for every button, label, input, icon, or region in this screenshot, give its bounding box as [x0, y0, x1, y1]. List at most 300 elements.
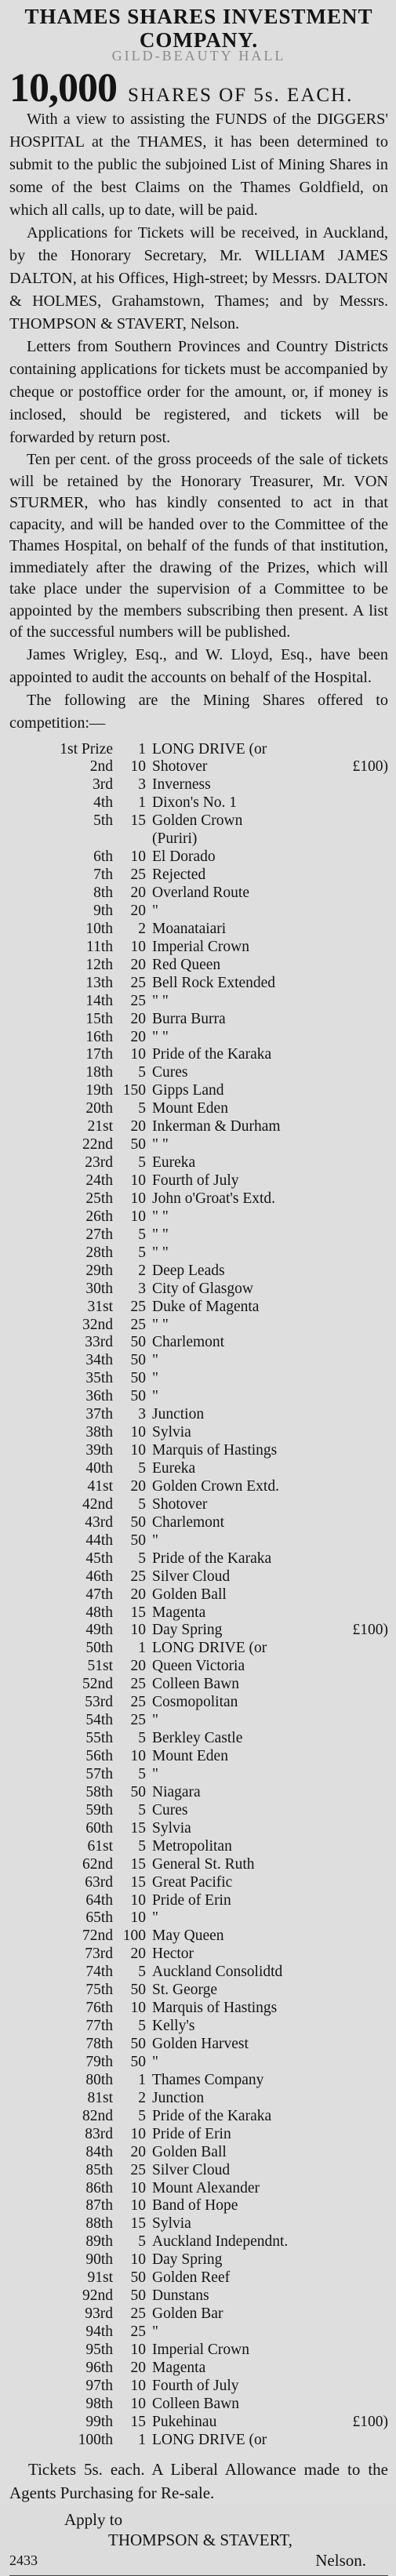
prize-quantity: 10 [130, 1046, 146, 1063]
prize-rank: 38th [85, 1424, 113, 1441]
prize-rank: 73rd [85, 1946, 113, 1963]
prize-row [9, 2144, 388, 2162]
prize-quantity: 5 [138, 1154, 146, 1172]
prize-rank: 82nd [82, 2107, 113, 2124]
prize-rank: 88th [85, 2215, 113, 2233]
prize-quantity: 15 [130, 1819, 146, 1837]
prize-rank: 40th [85, 1460, 113, 1477]
prize-quantity: 10 [130, 1909, 146, 1927]
shares-description: SHARES OF 5s. EACH. [128, 85, 354, 106]
prize-claim: LONG DRIVE (or [152, 1640, 267, 1657]
prize-rank: 35th [85, 1370, 113, 1387]
prize-rank: 4th [93, 794, 113, 812]
prize-quantity: 2 [138, 920, 146, 937]
prize-row [9, 1317, 388, 1335]
prize-quantity: 20 [130, 1118, 146, 1135]
prize-rank: 1st Prize [60, 740, 113, 758]
prize-claim: City of Glasgow [152, 1280, 253, 1297]
prize-quantity: 10 [130, 2125, 146, 2142]
prize-quantity: 50 [130, 1136, 146, 1154]
prize-claim: Sylvia [152, 1424, 191, 1441]
prize-rank: 13th [85, 974, 113, 991]
prize-rank: 43rd [85, 1513, 113, 1531]
prize-quantity: 50 [130, 1370, 146, 1387]
prize-claim: " [152, 1352, 158, 1369]
prize-quantity: 5 [138, 1226, 146, 1243]
prize-rank: 55th [85, 1730, 113, 1747]
prize-claim: Fourth of July [152, 1172, 239, 1189]
prize-rank: 11th [86, 938, 113, 955]
prize-row [9, 1964, 388, 1982]
letters-paragraph: Letters from Southern Provinces and Country Districts containing applications for tickets must be accompanied by cheque or postoffice order for the amount, or, if money is inclosed, should be registered, and tickets will be forwarded by return post. [9, 338, 388, 446]
prize-rank: 63rd [85, 1873, 113, 1891]
prize-claim: Pride of the Karaka [152, 1046, 272, 1063]
prize-quantity: 50 [130, 2269, 146, 2287]
applications-paragraph: Applications for Tickets will be received, in Auckland, by the Honorary Secretary, Mr. WILLIAM JAMES DALTON, at his Offices, High-street; by Messrs. DALTON & HOLMES, Grahamstown, Thames; and by Messrs. THOMPSON & STAVERT, Nelson. [9, 224, 388, 332]
prize-quantity: 3 [138, 776, 146, 794]
prize-rank: 10th [85, 920, 113, 937]
prize-claim: Metropolitan [152, 1837, 232, 1855]
prize-quantity: 10 [130, 1442, 146, 1459]
prize-rank: 20th [85, 1100, 113, 1117]
prize-row [9, 758, 388, 776]
prize-quantity: 20 [130, 956, 146, 973]
prize-rank: 15th [85, 1010, 113, 1027]
prize-quantity: 100 [122, 1927, 146, 1945]
prize-quantity: 10 [130, 1208, 146, 1225]
prize-rank: 62nd [82, 1855, 113, 1873]
prize-quantity: 20 [130, 1477, 146, 1495]
prize-claim: Auckland Consolidtd [152, 1964, 283, 1981]
prize-claim: " " [152, 1316, 169, 1333]
prize-row [9, 1766, 388, 1784]
prize-claim: Colleen Bawn [152, 2395, 240, 2412]
prize-quantity: 20 [130, 1586, 146, 1603]
prize-quantity: 25 [130, 2161, 146, 2178]
prize-row [9, 1676, 388, 1694]
prize-quantity: 10 [130, 2341, 146, 2358]
prize-row [9, 2233, 388, 2251]
prize-row [9, 2414, 388, 2432]
prize-row [9, 1622, 388, 1640]
prize-quantity: 25 [130, 1316, 146, 1333]
prize-claim: " " [152, 1028, 169, 1045]
auditors-paragraph: James Wrigley, Esq., and W. Lloyd, Esq., have been appointed to audit the accounts on behalf of the Hospital. [9, 645, 388, 686]
prize-row [9, 812, 388, 830]
prize-row [9, 921, 388, 939]
prize-row [9, 1226, 388, 1244]
prize-rank: 74th [85, 1964, 113, 1981]
prize-quantity: 10 [130, 938, 146, 955]
prize-row [9, 776, 388, 794]
prize-row [9, 1011, 388, 1029]
prize-claim: Marquis of Hastings [152, 1442, 278, 1459]
prize-row [9, 1190, 388, 1208]
prize-claim: Marquis of Hastings [152, 2000, 278, 2017]
prize-quantity: 50 [130, 1352, 146, 1369]
prize-claim: Junction [152, 2089, 205, 2106]
prize-rank: 50th [85, 1640, 113, 1657]
prize-rank: 25th [85, 1190, 113, 1207]
prize-row [9, 1514, 388, 1532]
prize-rank: 32nd [82, 1316, 113, 1333]
prize-rank: 12th [85, 956, 113, 973]
prize-quantity: 25 [130, 2305, 146, 2323]
prize-claim: " [152, 1765, 158, 1782]
prize-rank: 100th [78, 2431, 113, 2448]
prize-quantity: 1 [138, 740, 146, 758]
prize-claim: Fourth of July [152, 2377, 239, 2394]
prize-rank: 72nd [82, 1927, 113, 1945]
prize-claim: Cures [152, 1064, 188, 1081]
prize-quantity: 5 [138, 1244, 146, 1261]
prize-row [9, 1370, 388, 1388]
prize-row [9, 2036, 388, 2054]
prize-rank: 76th [85, 2000, 113, 2017]
prize-claim: (Puriri) [152, 830, 198, 848]
agent-place: Nelson. [315, 2550, 366, 2570]
prize-claim: " [152, 1712, 158, 1729]
prize-rank: 53rd [85, 1694, 113, 1711]
prize-quantity: 5 [138, 1064, 146, 1081]
prize-claim: John o'Groat's Extd. [152, 1190, 276, 1207]
prize-claim: Shotover [152, 1495, 208, 1513]
prize-quantity: 5 [138, 1460, 146, 1477]
prize-claim: Sylvia [152, 2215, 191, 2233]
prize-rank: 98th [85, 2395, 113, 2412]
prize-rank: 42nd [82, 1495, 113, 1513]
prize-rank: 89th [85, 2233, 113, 2251]
prize-claim: " " [152, 1226, 169, 1243]
prize-row [9, 848, 388, 867]
prize-quantity: 25 [130, 1712, 146, 1729]
prize-row [9, 1604, 388, 1622]
prize-claim: Pride of Erin [152, 2125, 231, 2142]
prize-rank: 37th [85, 1406, 113, 1423]
prize-row [9, 1820, 388, 1838]
prize-quantity: 5 [138, 1495, 146, 1513]
prize-rank: 6th [93, 848, 113, 866]
prize-claim: Golden Crown [152, 812, 243, 830]
prize-claim: General St. Ruth [152, 1855, 255, 1873]
prize-quantity: 10 [130, 1190, 146, 1207]
prize-claim: Pride of Erin [152, 1891, 231, 1909]
prize-quantity: 3 [138, 1280, 146, 1297]
prize-quantity: 15 [130, 1855, 146, 1873]
prize-row [9, 2018, 388, 2036]
prize-claim: Dixon's No. 1 [152, 794, 238, 812]
prize-row [9, 1586, 388, 1604]
prize-claim: Overland Route [152, 885, 250, 901]
prize-quantity: 1 [138, 2431, 146, 2448]
prize-quantity: 2 [138, 1262, 146, 1279]
prize-quantity: 10 [130, 1424, 146, 1441]
prize-claim: " [152, 1531, 158, 1549]
prize-claim: Hector [152, 1946, 194, 1963]
proceeds-paragraph: Ten per cent. of the gross proceeds of the sale of tickets will be retained by the Honorary Treasurer, Mr. VON STURMER, who has kindly consented to act in that capacity, and will be handed over to the Committee of the Thames Hospital, on behalf of the funds of that institution, immediately after the drawing of the Prizes, which will take place under the supervision of a Committee to be appointed by the members subscribing then present. A list of the successful numbers will be published. [9, 451, 388, 641]
prize-claim: Rejected [152, 867, 206, 884]
prize-rank: 92nd [82, 2287, 113, 2305]
prize-claim: Imperial Crown [152, 938, 250, 955]
prize-quantity: 10 [130, 2000, 146, 2017]
prize-row [9, 2432, 388, 2450]
prize-rank: 22nd [82, 1136, 113, 1154]
prize-quantity: 50 [130, 1388, 146, 1405]
prize-rank: 16th [85, 1028, 113, 1045]
prize-row [9, 993, 388, 1011]
prize-quantity: 25 [130, 1298, 146, 1315]
prize-list [9, 741, 388, 2450]
prize-row [9, 1136, 388, 1154]
prize-rank: 41st [87, 1477, 113, 1495]
prize-claim: May Queen [152, 1927, 224, 1945]
prize-quantity: 10 [130, 2197, 146, 2214]
prize-claim: " " [152, 1244, 169, 1261]
prize-claim: Silver Cloud [152, 1568, 231, 1585]
prize-note: £100) [352, 2413, 388, 2430]
prize-rank: 77th [85, 2018, 113, 2035]
prize-rank: 54th [85, 1712, 113, 1729]
prize-row [9, 1263, 388, 1281]
prize-row [9, 1442, 388, 1460]
prize-rank: 60th [85, 1819, 113, 1837]
prize-claim: Red Queen [152, 956, 221, 973]
prize-rank: 48th [85, 1604, 113, 1621]
prize-row [9, 2108, 388, 2126]
prize-claim: Bell Rock Extended [152, 974, 276, 991]
prize-rank: 90th [85, 2251, 113, 2269]
prize-rank: 14th [85, 992, 113, 1009]
prize-row [9, 1029, 388, 1047]
prize-rank: 19th [85, 1082, 113, 1099]
prize-claim: Great Pacific [152, 1873, 233, 1891]
prize-quantity: 5 [138, 1100, 146, 1117]
prize-row [9, 2180, 388, 2198]
prize-quantity: 15 [130, 1873, 146, 1891]
prize-rank: 33rd [85, 1334, 113, 1351]
prize-quantity: 15 [130, 1604, 146, 1621]
prize-claim: St. George [152, 1982, 218, 1999]
prize-row [9, 2215, 388, 2233]
prize-rank: 3rd [93, 776, 113, 794]
prize-rank: 65th [85, 1909, 113, 1927]
prize-claim: " " [152, 1208, 169, 1225]
prize-quantity: 25 [130, 992, 146, 1009]
prize-row [9, 1532, 388, 1550]
prize-claim: Day Spring [152, 1622, 223, 1639]
prize-quantity: 15 [130, 2413, 146, 2430]
prize-quantity: 1 [138, 794, 146, 812]
prize-row [9, 2126, 388, 2144]
prize-row [9, 1299, 388, 1317]
prize-row [9, 1550, 388, 1568]
prize-row [9, 1856, 388, 1874]
prize-row [9, 2000, 388, 2018]
prize-rank: 29th [85, 1262, 113, 1279]
prize-quantity: 50 [130, 1513, 146, 1531]
prize-claim: " [152, 2053, 158, 2070]
prize-rank: 91st [87, 2269, 113, 2287]
prize-rank: 99th [85, 2413, 113, 2430]
intro-paragraph: With a view to assisting the FUNDS of the DIGGERS' HOSPITAL at the THAMES, it has been determined to submit to the public the subjoined List of Mining Shares in some of the best Claims on the Thames Goldfield, on which all calls, up to date, will be paid. [9, 111, 388, 219]
prize-row [9, 2287, 388, 2305]
prize-quantity: 50 [130, 1783, 146, 1800]
prize-claim: Eureka [152, 1154, 196, 1172]
prize-row [9, 2396, 388, 2414]
prize-rank: 78th [85, 2036, 113, 2052]
prize-rank: 83rd [85, 2125, 113, 2142]
prize-quantity: 3 [138, 1406, 146, 1423]
prize-row [9, 1927, 388, 1946]
prize-claim: El Dorado [152, 848, 216, 866]
prize-claim: Berkley Castle [152, 1730, 243, 1747]
prize-quantity: 5 [138, 2018, 146, 2035]
prize-quantity: 10 [130, 2395, 146, 2412]
prize-quantity: 20 [130, 1028, 146, 1045]
prize-rank: 97th [85, 2377, 113, 2394]
prize-rank: 79th [85, 2053, 113, 2070]
prize-quantity: 5 [138, 1964, 146, 1981]
prize-row [9, 1460, 388, 1478]
prize-quantity: 10 [130, 2377, 146, 2394]
prize-rank [9, 830, 121, 848]
prize-rank: 59th [85, 1801, 113, 1818]
prize-claim: Kelly's [152, 2018, 195, 2035]
prize-claim: Junction [152, 1406, 205, 1423]
prize-claim: Cures [152, 1801, 188, 1818]
prize-row [9, 903, 388, 921]
notice-title-line1: THAMES SHARES INVESTMENT [24, 5, 373, 28]
prize-claim: Eureka [152, 1460, 196, 1477]
prize-rank: 39th [85, 1442, 113, 1459]
prize-rank: 49th [85, 1622, 113, 1639]
prize-rank: 96th [85, 2359, 113, 2376]
prize-quantity: 5 [138, 2233, 146, 2251]
prize-rank: 61st [87, 1837, 113, 1855]
prize-rank: 24th [85, 1172, 113, 1189]
prize-rank: 52nd [82, 1676, 113, 1693]
prize-row [9, 1244, 388, 1263]
prize-claim: Charlemont [152, 1334, 225, 1351]
prize-claim: Burra Burra [152, 1010, 226, 1027]
prize-quantity: 25 [130, 1694, 146, 1711]
prize-row [9, 2269, 388, 2287]
prize-rank: 8th [93, 885, 113, 901]
prize-claim: LONG DRIVE (or [152, 2431, 267, 2448]
prize-rank: 57th [85, 1765, 113, 1782]
prize-claim: Charlemont [152, 1513, 225, 1531]
prize-quantity: 5 [138, 1550, 146, 1567]
prize-quantity: 20 [130, 2359, 146, 2376]
prize-claim: Thames Company [152, 2071, 264, 2088]
prize-rank: 9th [93, 902, 113, 919]
prize-claim: " [152, 1370, 158, 1387]
prize-quantity: 25 [130, 974, 146, 991]
prize-row [9, 2360, 388, 2378]
prize-claim: " [152, 1388, 158, 1405]
prize-row [9, 741, 388, 759]
prize-row [9, 1874, 388, 1892]
prize-row [9, 1100, 388, 1118]
prize-rank: 85th [85, 2161, 113, 2178]
notice-title-line2: COMPANY. [139, 28, 259, 52]
prize-quantity: 20 [130, 1658, 146, 1675]
prize-quantity: 10 [130, 758, 146, 776]
prize-claim: Mount Eden [152, 1748, 228, 1764]
prize-quantity: 50 [130, 2053, 146, 2070]
prize-rank: 80th [85, 2071, 113, 2088]
prize-rank: 23rd [85, 1154, 113, 1172]
prize-quantity: 20 [130, 902, 146, 919]
prize-row [9, 1208, 388, 1226]
prize-rank: 51st [87, 1658, 113, 1675]
prize-row [9, 2378, 388, 2396]
prize-quantity: 15 [130, 2215, 146, 2233]
prize-row [9, 885, 388, 903]
prize-quantity: 15 [130, 812, 146, 830]
prize-quantity: 20 [130, 885, 146, 901]
prize-row [9, 1892, 388, 1910]
prize-row [9, 939, 388, 957]
prize-claim: Golden Crown Extd. [152, 1477, 279, 1495]
prize-row [9, 1946, 388, 1964]
prize-quantity: 50 [130, 2287, 146, 2305]
prize-claim: Golden Ball [152, 2143, 227, 2160]
prize-row [9, 1118, 388, 1136]
prize-row [9, 830, 388, 848]
prize-quantity: 5 [138, 1730, 146, 1747]
prize-quantity: 25 [130, 1676, 146, 1693]
prize-rank: 17th [85, 1046, 113, 1063]
prize-row [9, 2072, 388, 2090]
prize-quantity: 5 [138, 1801, 146, 1818]
prize-rank: 94th [85, 2323, 113, 2340]
prize-row [9, 1352, 388, 1370]
prize-claim: " " [152, 1136, 169, 1154]
shares-heading [9, 66, 388, 111]
prize-row [9, 2162, 388, 2180]
prize-row [9, 2305, 388, 2323]
prize-claim: Dunstans [152, 2287, 209, 2305]
prize-rank: 64th [85, 1891, 113, 1909]
prize-quantity: 10 [130, 2251, 146, 2269]
prize-claim: Duke of Magenta [152, 1298, 260, 1315]
prize-quantity: 5 [138, 2107, 146, 2124]
prize-rank: 28th [85, 1244, 113, 1261]
prize-claim: Shotover [152, 758, 208, 776]
prize-quantity: 1 [138, 2071, 146, 2088]
prize-rank: 46th [85, 1568, 113, 1585]
prize-quantity: 50 [130, 1982, 146, 1999]
prize-claim: Gipps Land [152, 1082, 224, 1099]
prize-row [9, 1748, 388, 1766]
prize-quantity: 2 [138, 2089, 146, 2106]
prize-note: £100) [352, 1622, 388, 1639]
prize-rank: 87th [85, 2197, 113, 2214]
prize-quantity: 10 [130, 1172, 146, 1189]
prize-row [9, 867, 388, 885]
prize-rank: 31st [87, 1298, 113, 1315]
prize-claim: Queen Victoria [152, 1658, 245, 1675]
prize-note: £100) [352, 758, 388, 776]
prize-claim: Niagara [152, 1783, 201, 1800]
list-intro-paragraph: The following are the Mining Shares offered to competition:— [9, 691, 388, 732]
prize-claim: Magenta [152, 2359, 206, 2376]
prize-rank: 45th [85, 1550, 113, 1567]
prize-claim: Inverness [152, 776, 211, 794]
prize-row [9, 1082, 388, 1100]
prize-rank: 95th [85, 2341, 113, 2358]
